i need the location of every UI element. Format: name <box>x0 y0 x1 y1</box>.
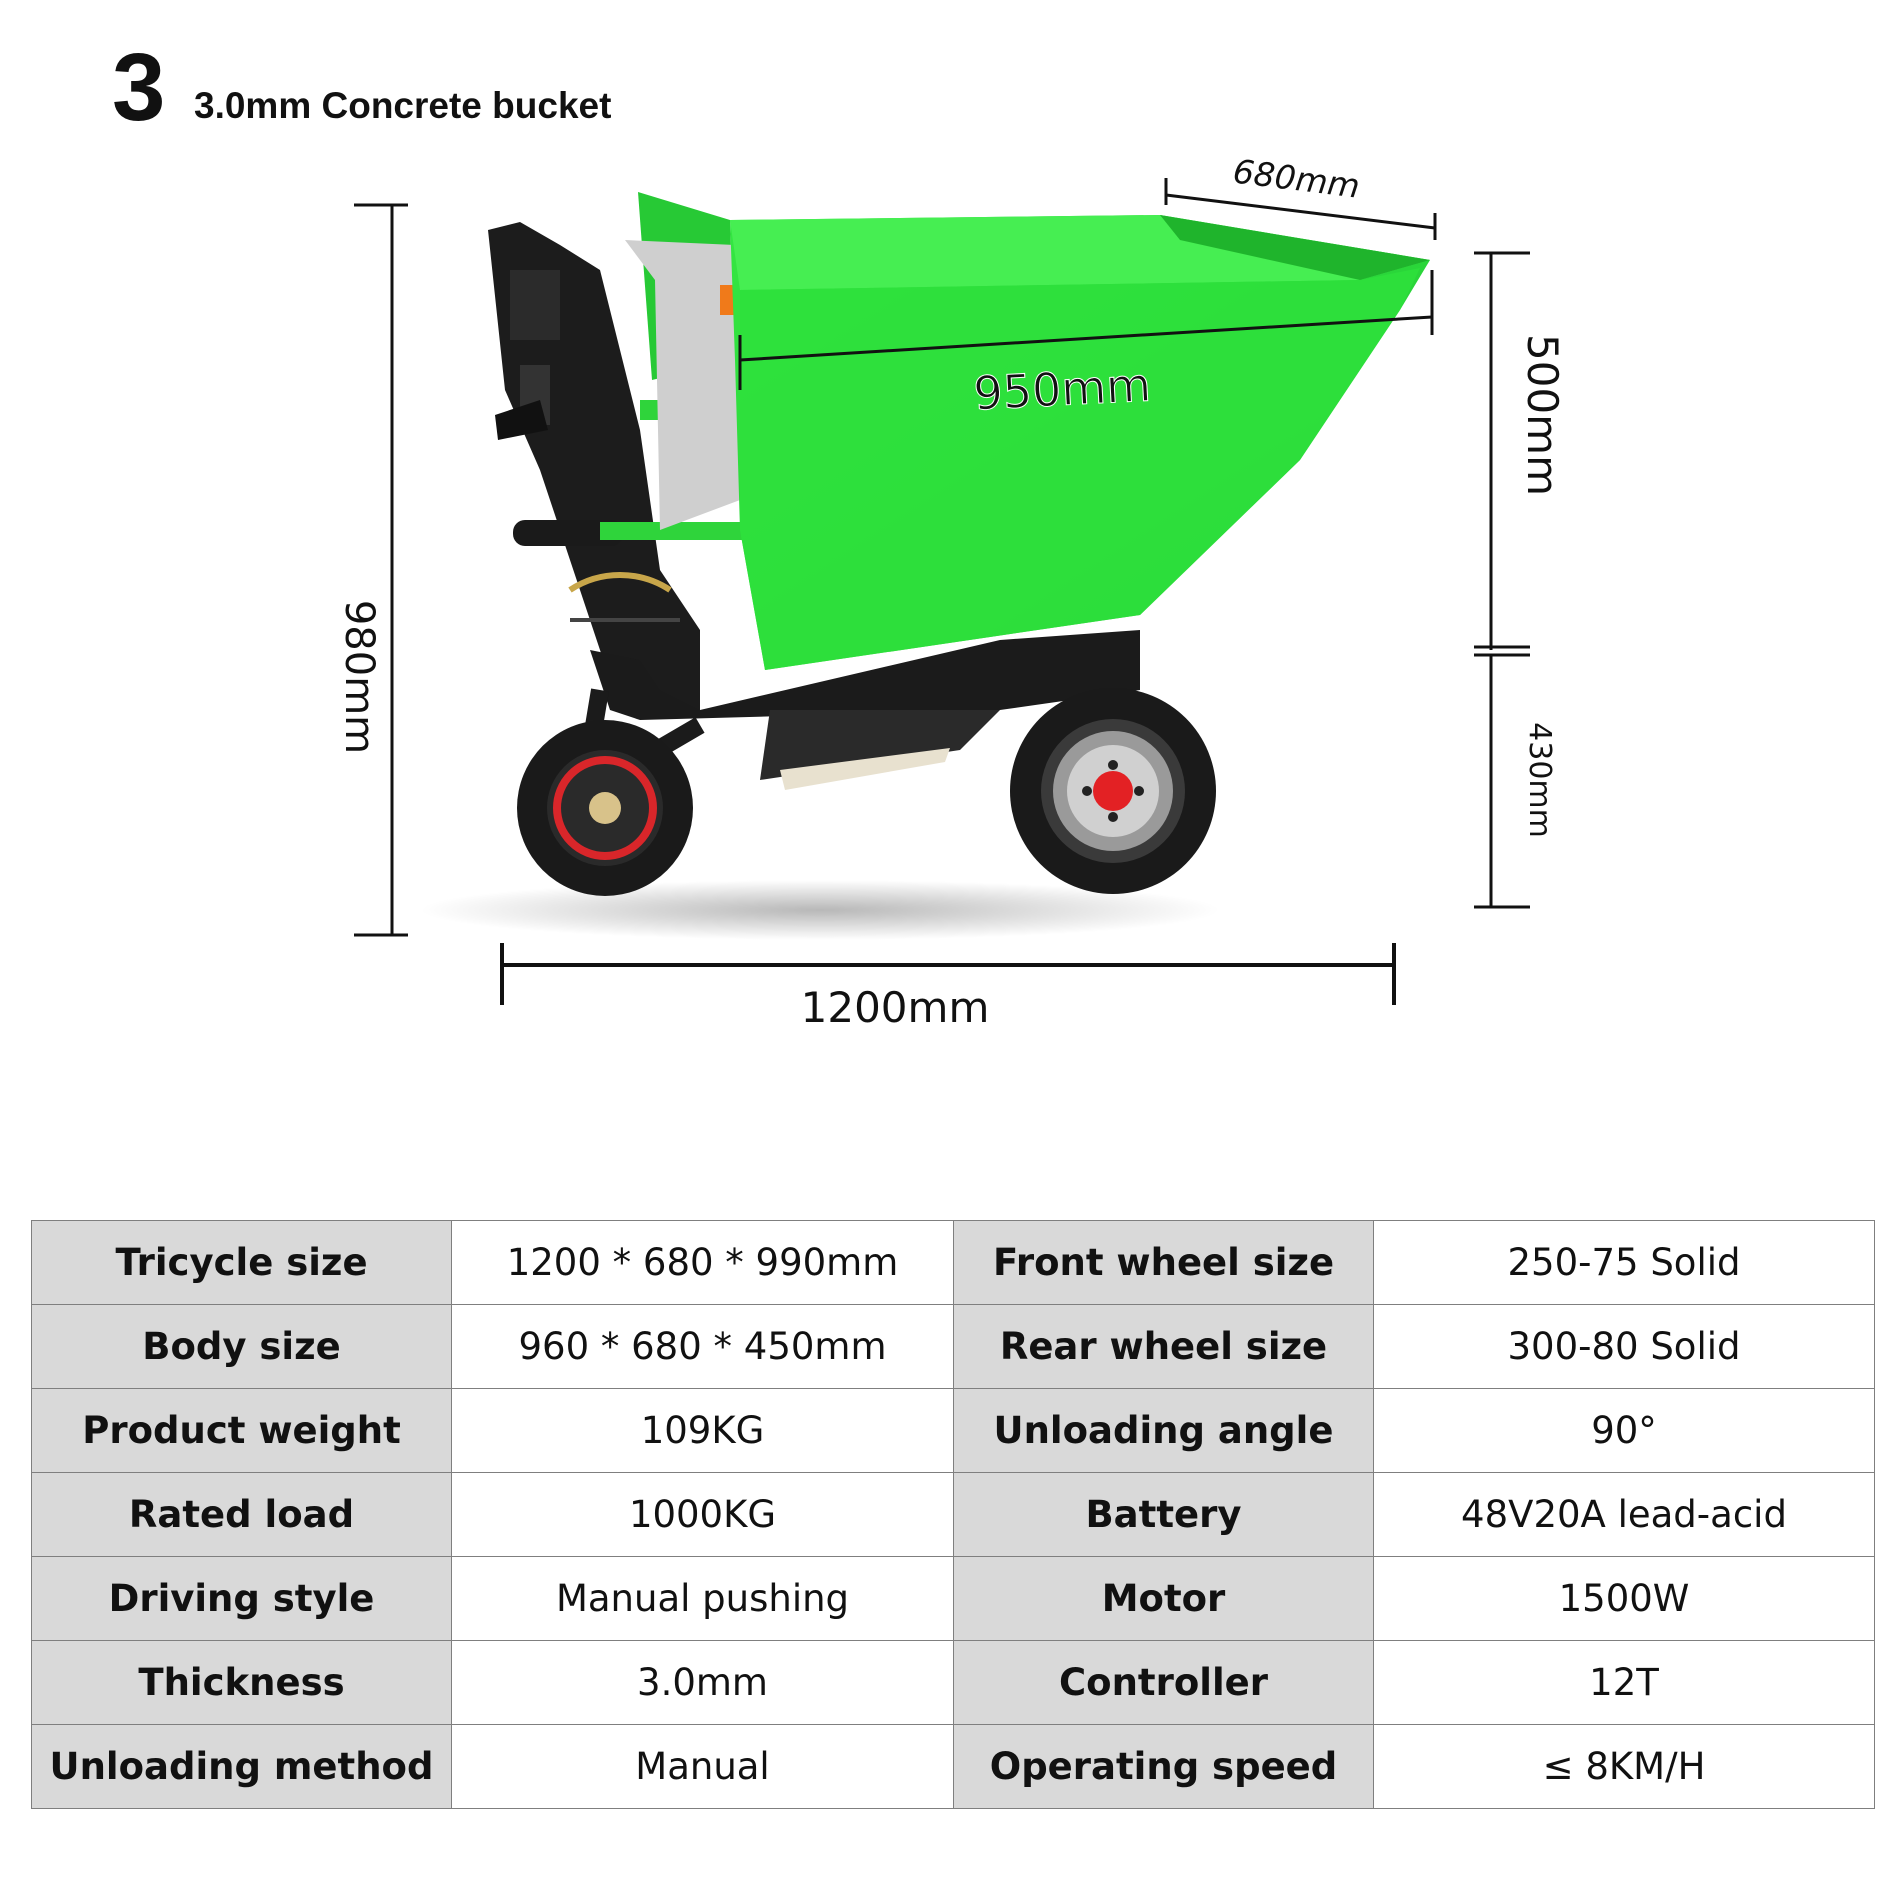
spec-value: 1000KG <box>452 1473 954 1557</box>
spec-value: ≤ 8KM/H <box>1374 1725 1875 1809</box>
spec-label: Motor <box>954 1557 1374 1641</box>
spec-value: 12T <box>1374 1641 1875 1725</box>
spec-label: Body size <box>32 1305 452 1389</box>
spec-value: Manual pushing <box>452 1557 954 1641</box>
spec-value: 109KG <box>452 1389 954 1473</box>
bucket-width-label: 680mm <box>1230 151 1362 206</box>
cart-illustration <box>0 150 1889 1050</box>
spec-value: Manual <box>452 1725 954 1809</box>
spec-value: 48V20A lead-acid <box>1374 1473 1875 1557</box>
section-title: 3.0mm Concrete bucket <box>194 85 612 126</box>
spec-value: 3.0mm <box>452 1641 954 1725</box>
spec-label: Rear wheel size <box>954 1305 1374 1389</box>
ground-clearance-label: 430mm <box>1522 722 1557 838</box>
height-dimension <box>354 205 408 935</box>
spec-value: 1500W <box>1374 1557 1875 1641</box>
front-wheel <box>517 720 693 896</box>
spec-label: Product weight <box>32 1389 452 1473</box>
table-row <box>32 1641 1875 1725</box>
spec-label: Thickness <box>32 1641 452 1725</box>
spec-label: Front wheel size <box>954 1221 1374 1305</box>
spec-label: Operating speed <box>954 1725 1374 1809</box>
spec-label: Battery <box>954 1473 1374 1557</box>
bucket-length-label: 950mm <box>972 357 1153 421</box>
spec-label: Driving style <box>32 1557 452 1641</box>
table-row <box>32 1221 1875 1305</box>
table-row <box>32 1725 1875 1809</box>
height-dimension-label: 980mm <box>336 599 382 755</box>
spec-value: 250-75 Solid <box>1374 1221 1875 1305</box>
spec-table <box>31 1220 1875 1809</box>
length-dimension-label: 1200mm <box>800 983 990 1032</box>
spec-label: Unloading angle <box>954 1389 1374 1473</box>
table-row <box>32 1305 1875 1389</box>
section-number: 3 <box>112 34 166 141</box>
table-row <box>32 1389 1875 1473</box>
spec-value: 300-80 Solid <box>1374 1305 1875 1389</box>
spec-label: Rated load <box>32 1473 452 1557</box>
rear-wheel <box>1010 688 1216 894</box>
spec-value: 90° <box>1374 1389 1875 1473</box>
spec-value: 1200 * 680 * 990mm <box>452 1221 954 1305</box>
ground-clearance-dimension <box>1474 655 1530 907</box>
spec-label: Tricycle size <box>32 1221 452 1305</box>
spec-label: Controller <box>954 1641 1374 1725</box>
spec-label: Unloading method <box>32 1725 452 1809</box>
bucket-depth-label: 500mm <box>1518 334 1567 496</box>
spec-value: 960 * 680 * 450mm <box>452 1305 954 1389</box>
product-dimension-figure <box>0 150 1889 1050</box>
table-row <box>32 1473 1875 1557</box>
table-row <box>32 1557 1875 1641</box>
concrete-bucket <box>730 215 1430 670</box>
